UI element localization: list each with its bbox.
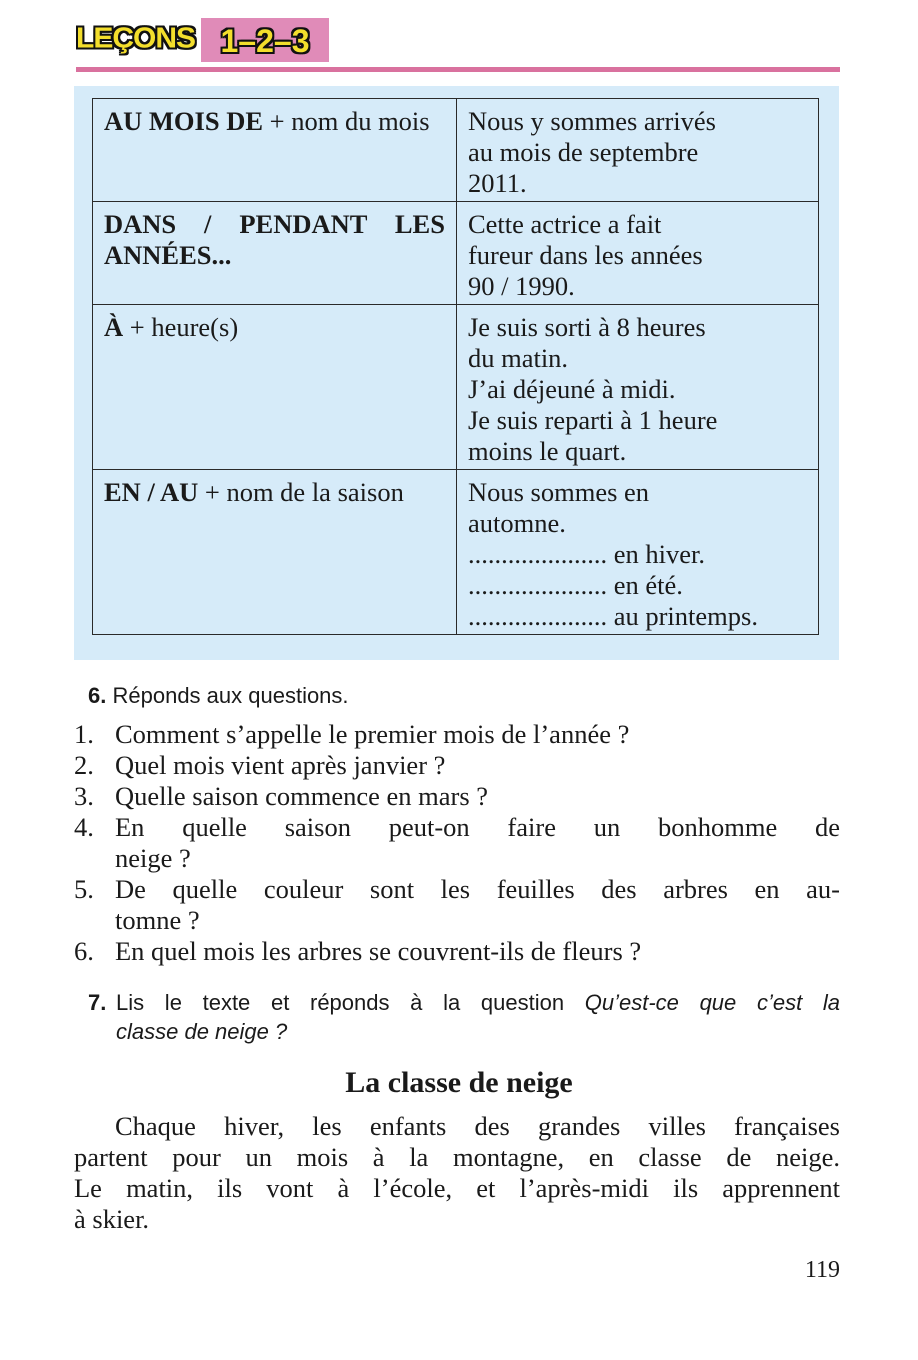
- grammar-row: [93, 99, 819, 202]
- grammar-row: [93, 305, 819, 470]
- question-number: 5.: [74, 874, 94, 904]
- grammar-rule-cell: [93, 305, 457, 470]
- exercise-7-line-1: [116, 988, 840, 1017]
- exercise-7-number: 7.: [88, 990, 107, 1015]
- grammar-example-cell: [456, 305, 818, 470]
- question-number: 6.: [74, 936, 94, 966]
- question-item: [74, 719, 840, 750]
- example-line: Nous y sommes arrivés: [467, 106, 716, 136]
- story-line: à skier.: [74, 1204, 150, 1234]
- lessons-range-badge: 1–2–3: [201, 18, 329, 62]
- grammar-rule-cell: [93, 202, 457, 305]
- story-line: partent pour un mois à la montagne, en classe de neige.: [74, 1142, 840, 1172]
- exercise-6-number: 6.: [88, 683, 107, 708]
- example-line: moins le quart.: [467, 436, 627, 466]
- page-number: 119: [804, 1257, 840, 1283]
- grammar-rule-detail: + nom de la saison: [198, 477, 404, 507]
- grammar-rule-cell: [93, 99, 457, 202]
- question-text: De quelle couleur sont les feuilles des arbres en au-: [115, 874, 840, 904]
- grammar-example-cell: [456, 99, 818, 202]
- grammar-table: [92, 98, 819, 635]
- grammar-row: [93, 470, 819, 635]
- story-line: Le matin, ils vont à l’école, et l’après-midi ils apprennent: [74, 1173, 840, 1203]
- question-item: [74, 781, 840, 812]
- question-item: [74, 936, 840, 967]
- example-line: 2011.: [467, 168, 527, 198]
- grammar-rule-cell: [93, 470, 457, 635]
- exercise-7-question-part-2: classe de neige ?: [116, 1019, 288, 1044]
- question-item: [74, 812, 840, 874]
- exercise-7-question-part-1: Qu’est-ce que c’est la: [584, 990, 840, 1015]
- grammar-rule-detail: + nom du mois: [263, 106, 430, 136]
- example-line: Je suis sorti à 8 heures: [467, 312, 706, 342]
- example-line: ..................... au printemps.: [467, 601, 758, 631]
- question-text: tomne ?: [115, 905, 200, 935]
- grammar-row: [93, 202, 819, 305]
- lesson-header: [76, 18, 846, 62]
- exercise-6-title: [88, 682, 349, 710]
- example-line: ..................... en hiver.: [467, 539, 705, 569]
- question-number: 2.: [74, 750, 94, 780]
- question-text: En quelle saison peut-on faire un bonhomme de: [115, 812, 840, 842]
- header-divider: [76, 67, 840, 72]
- example-line: fureur dans les années: [467, 240, 703, 270]
- example-line: au mois de septembre: [467, 137, 699, 167]
- question-item: [74, 874, 840, 936]
- example-line: Nous sommes en: [467, 477, 650, 507]
- story-line: Chaque hiver, les enfants des grandes villes françaises: [115, 1111, 840, 1141]
- example-line: ..................... en été.: [467, 570, 683, 600]
- question-number: 3.: [74, 781, 94, 811]
- grammar-example-cell: [456, 202, 818, 305]
- question-item: [74, 750, 840, 781]
- example-line: J’ai déjeuné à midi.: [467, 374, 676, 404]
- example-line: Cette actrice a fait: [467, 209, 662, 239]
- question-text: Quel mois vient après janvier ?: [115, 750, 446, 780]
- example-line: automne.: [467, 508, 566, 538]
- question-text: En quel mois les arbres se couvrent-ils de fleurs ?: [115, 936, 642, 966]
- lecons-label: LEÇONS: [76, 22, 196, 55]
- question-text: Quelle saison commence en mars ?: [115, 781, 489, 811]
- example-line: du matin.: [467, 343, 569, 373]
- example-line: Je suis reparti à 1 heure: [467, 405, 718, 435]
- example-line: 90 / 1990.: [467, 271, 575, 301]
- story-text: [74, 1111, 840, 1235]
- story-title: La classe de neige: [345, 1066, 573, 1099]
- grammar-panel: [74, 86, 839, 660]
- question-number: 1.: [74, 719, 94, 749]
- question-text: Comment s’appelle le premier mois de l’année ?: [115, 719, 630, 749]
- grammar-rule-keyword: EN / AU: [104, 477, 199, 507]
- exercise-7-plain-text: Lis le texte et réponds à la question: [116, 990, 585, 1015]
- question-list: [74, 719, 840, 967]
- grammar-rule-keyword: DANS / PENDANT LES ANNÉES...: [104, 209, 445, 270]
- grammar-rule-keyword: AU MOIS DE: [104, 106, 264, 136]
- grammar-rule-detail: + heure(s): [123, 312, 239, 342]
- exercise-6-instruction: Réponds aux questions.: [112, 683, 349, 708]
- exercise-7-instruction: [88, 988, 840, 1046]
- grammar-example-cell: [456, 470, 818, 635]
- question-number: 4.: [74, 812, 94, 842]
- grammar-rule-keyword: À: [104, 312, 124, 342]
- question-text: neige ?: [115, 843, 191, 873]
